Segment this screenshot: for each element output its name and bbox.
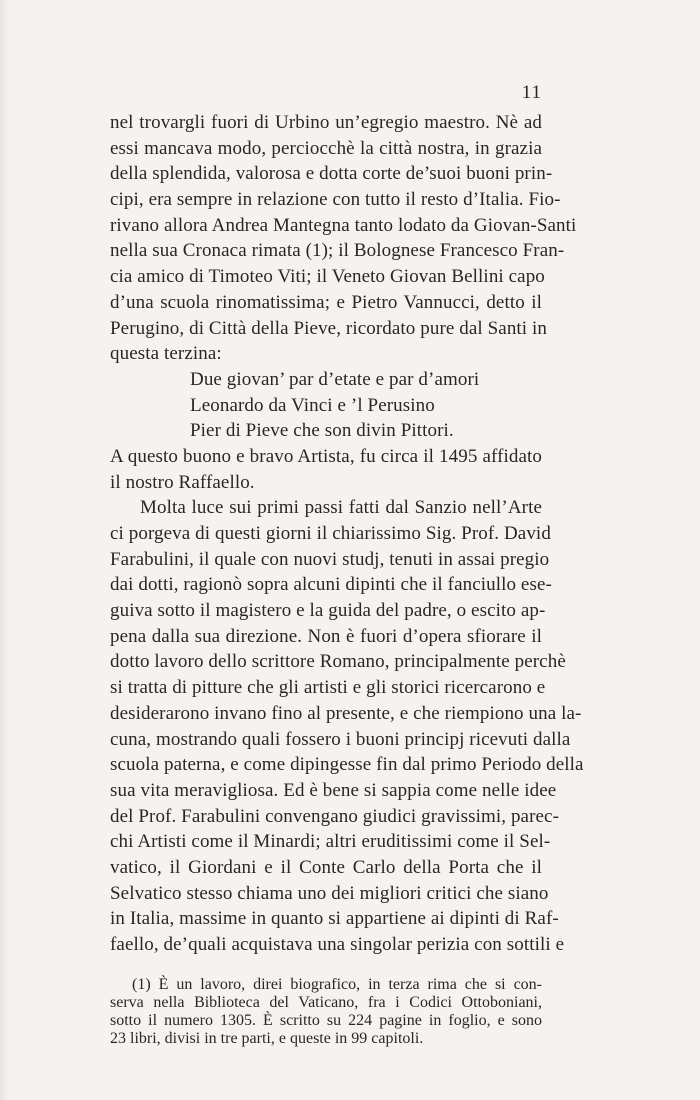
- text-line: pena dalla sua direzione. Non è fuori d’opera sfiorare il: [110, 625, 542, 647]
- text-line: ci porgeva di questi giorni il chiarissimo Sig. Prof. David: [110, 523, 551, 544]
- text-line: chi Artisti come il Minardi; altri eruditissimi come il Sel-: [110, 831, 551, 853]
- text-line: dai dotti, ragionò sopra alcuni dipinti che il fanciullo ese-: [110, 574, 552, 596]
- text-line: Perugino, di Città della Pieve, ricordato pure dal Santi in: [110, 317, 547, 339]
- text-line: Farabulini, il quale con nuovi studj, tenuti in assai pregio: [110, 548, 550, 570]
- text-line: A questo buono e bravo Artista, fu circa il 1495 affidato: [110, 445, 542, 467]
- text-line: nella sua Cronaca rimata (1); il Bolognese Francesco Fran-: [110, 240, 565, 262]
- text-line: cuna, mostrando quali fossero i buoni principj ricevuti dalla: [110, 728, 571, 750]
- text-line: faello, de’quali acquistava una singolar perizia con sottili e: [110, 934, 565, 955]
- text-line: in Italia, massime in quanto si appartiene ai dipinti di Raf-: [110, 908, 559, 930]
- paragraph-first-line: Molta luce sui primi passi fatti dal Sanzio nell’Arte: [140, 497, 542, 519]
- footnote-line: serva nella Biblioteca del Vaticano, fra i Codici Ottoboniani,: [110, 994, 542, 1011]
- page-number: 11: [521, 82, 542, 103]
- text-line: cia amico di Timoteo Viti; il Veneto Giovan Bellini capo: [110, 266, 545, 288]
- text-line: desiderarono invano fino al presente, e che riempiono una la-: [110, 702, 582, 724]
- main-text: [110, 110, 584, 958]
- text-line: il nostro Raffaello.: [110, 471, 255, 493]
- verse-line: Pier di Pieve che son divin Pittori.: [190, 420, 454, 442]
- footnote-line: (1) È un lavoro, direi biografico, in terza rima che si con-: [132, 976, 542, 993]
- text-line: cipi, era sempre in relazione con tutto il resto d’Italia. Fio-: [110, 189, 561, 211]
- text-line: del Prof. Farabulini convengano giudici gravissimi, parec-: [110, 805, 560, 827]
- text-line: rivano allora Andrea Mantegna tanto lodato da Giovan-Santi: [110, 214, 577, 236]
- verse-line: Due giovan’ par d’etate e par d’amori: [190, 368, 480, 390]
- text-line: vatico, il Giordani e il Conte Carlo della Porta che il: [110, 856, 542, 878]
- footnote-line: sotto il numero 1305. È scritto su 224 pagine in foglio, e sono: [110, 1012, 542, 1029]
- text-line: d’una scuola rinomatissima; e Pietro Vannucci, detto il: [110, 291, 542, 313]
- text-line: scuola paterna, e come dipingesse fin dal primo Periodo della: [110, 754, 584, 776]
- footnote-line: 23 libri, divisi in tre parti, e queste in 99 capitoli.: [110, 1030, 424, 1047]
- footnote: [110, 976, 542, 1048]
- text-line: dotto lavoro dello scrittore Romano, principalmente perchè: [110, 651, 566, 673]
- text-line: nel trovargli fuori di Urbino un’egregio maestro. Nè ad: [110, 112, 542, 133]
- text-line: si tratta di pitture che gli artisti e gli storici ricercarono e: [110, 677, 546, 699]
- page-edge-shadow: [0, 0, 8, 1100]
- text-line: questa terzina:: [110, 343, 222, 365]
- text-line: guiva sotto il magistero e la guida del padre, o escito ap-: [110, 600, 546, 622]
- text-line: Selvatico stesso chiama uno dei migliori critici che siano: [110, 882, 549, 904]
- verse-line: Leonardo da Vinci e ’l Perusino: [190, 394, 435, 416]
- text-line: essi mancava modo, perciocchè la città nostra, in grazia: [110, 137, 542, 159]
- text-line: sua vita meravigliosa. Ed è bene si sappia come nelle idee: [110, 779, 557, 801]
- text-line: della splendida, valorosa e dotta corte de’suoi buoni prin-: [110, 163, 553, 185]
